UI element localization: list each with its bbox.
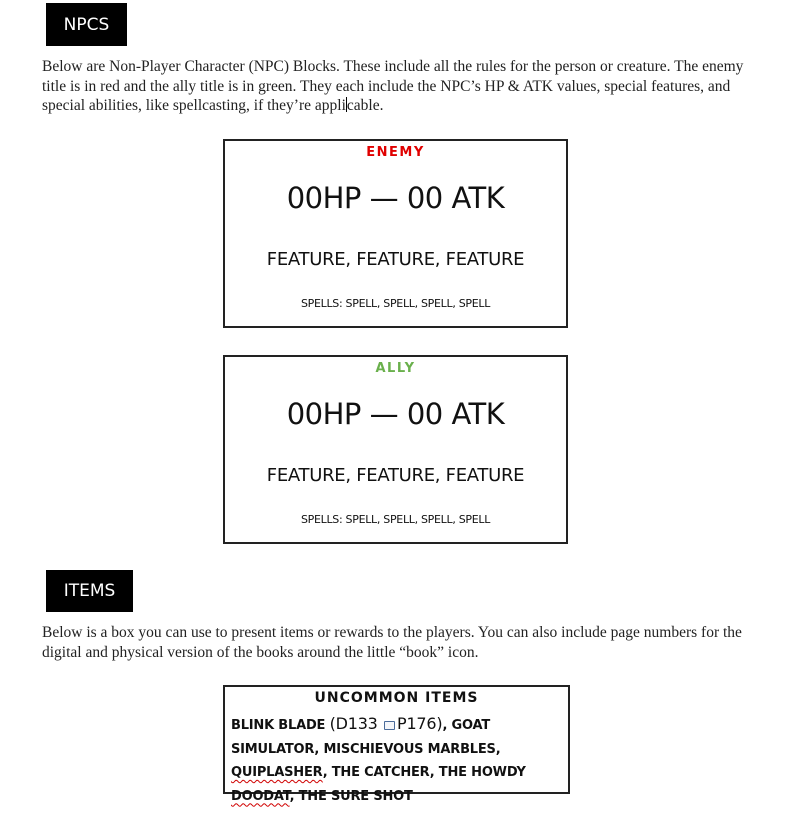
items-description[interactable]: Below is a box you can use to present items or rewards to the players. You can also include page numbers for the digital and physical version of the books around the little “book” icon. <box>42 624 742 661</box>
item-quiplasher: QUIPLASHER <box>231 765 323 780</box>
ally-hp-atk: 00HP — 00 ATK <box>286 397 505 431</box>
ally-spells: SPELLS: SPELL, SPELL, SPELL, SPELL <box>300 513 491 526</box>
physical-page-ref: P176) <box>397 714 443 733</box>
enemy-spells: SPELLS: SPELL, SPELL, SPELL, SPELL <box>300 297 491 310</box>
items-list <box>225 712 568 808</box>
digital-page-ref: (D133 <box>329 714 378 733</box>
ally-title: ALLY <box>375 361 416 376</box>
npcs-section-header <box>46 3 127 46</box>
item-doodat: DOODAT <box>231 788 290 804</box>
items-text: , THE CATCHER, THE HOWDY <box>322 765 526 780</box>
items-section-header <box>46 570 133 612</box>
items-box-title: UNCOMMON ITEMS <box>314 690 479 706</box>
npcs-header-label: NPCS <box>63 14 110 35</box>
item-blink-blade: BLINK BLADE <box>231 718 330 733</box>
items-text: , GOAT SIMULATOR, MISCHIEVOUS MARBLES, <box>231 718 501 757</box>
uncommon-items-block <box>223 685 570 804</box>
enemy-hp-atk: 00HP — 00 ATK <box>286 181 505 215</box>
items-text: , THE SURE SHOT <box>289 788 413 804</box>
ally-npc-block <box>223 355 568 544</box>
book-icon <box>384 721 395 730</box>
npcs-description[interactable] <box>42 57 762 116</box>
npcs-description-text-end: cable. <box>346 97 384 114</box>
enemy-title: ENEMY <box>366 145 425 160</box>
enemy-npc-block <box>223 139 568 328</box>
enemy-features: FEATURE, FEATURE, FEATURE <box>266 249 525 270</box>
items-header-label: ITEMS <box>63 581 116 601</box>
ally-features: FEATURE, FEATURE, FEATURE <box>266 465 525 486</box>
npcs-description-text: Below are Non-Player Character (NPC) Blocks. These include all the rules for the person or creature. The enemy title is in red and the ally title is in green. They each include the NPC’s HP & ATK values, special features, and special abilities, like spellcasting, if they’re appli <box>42 58 744 114</box>
